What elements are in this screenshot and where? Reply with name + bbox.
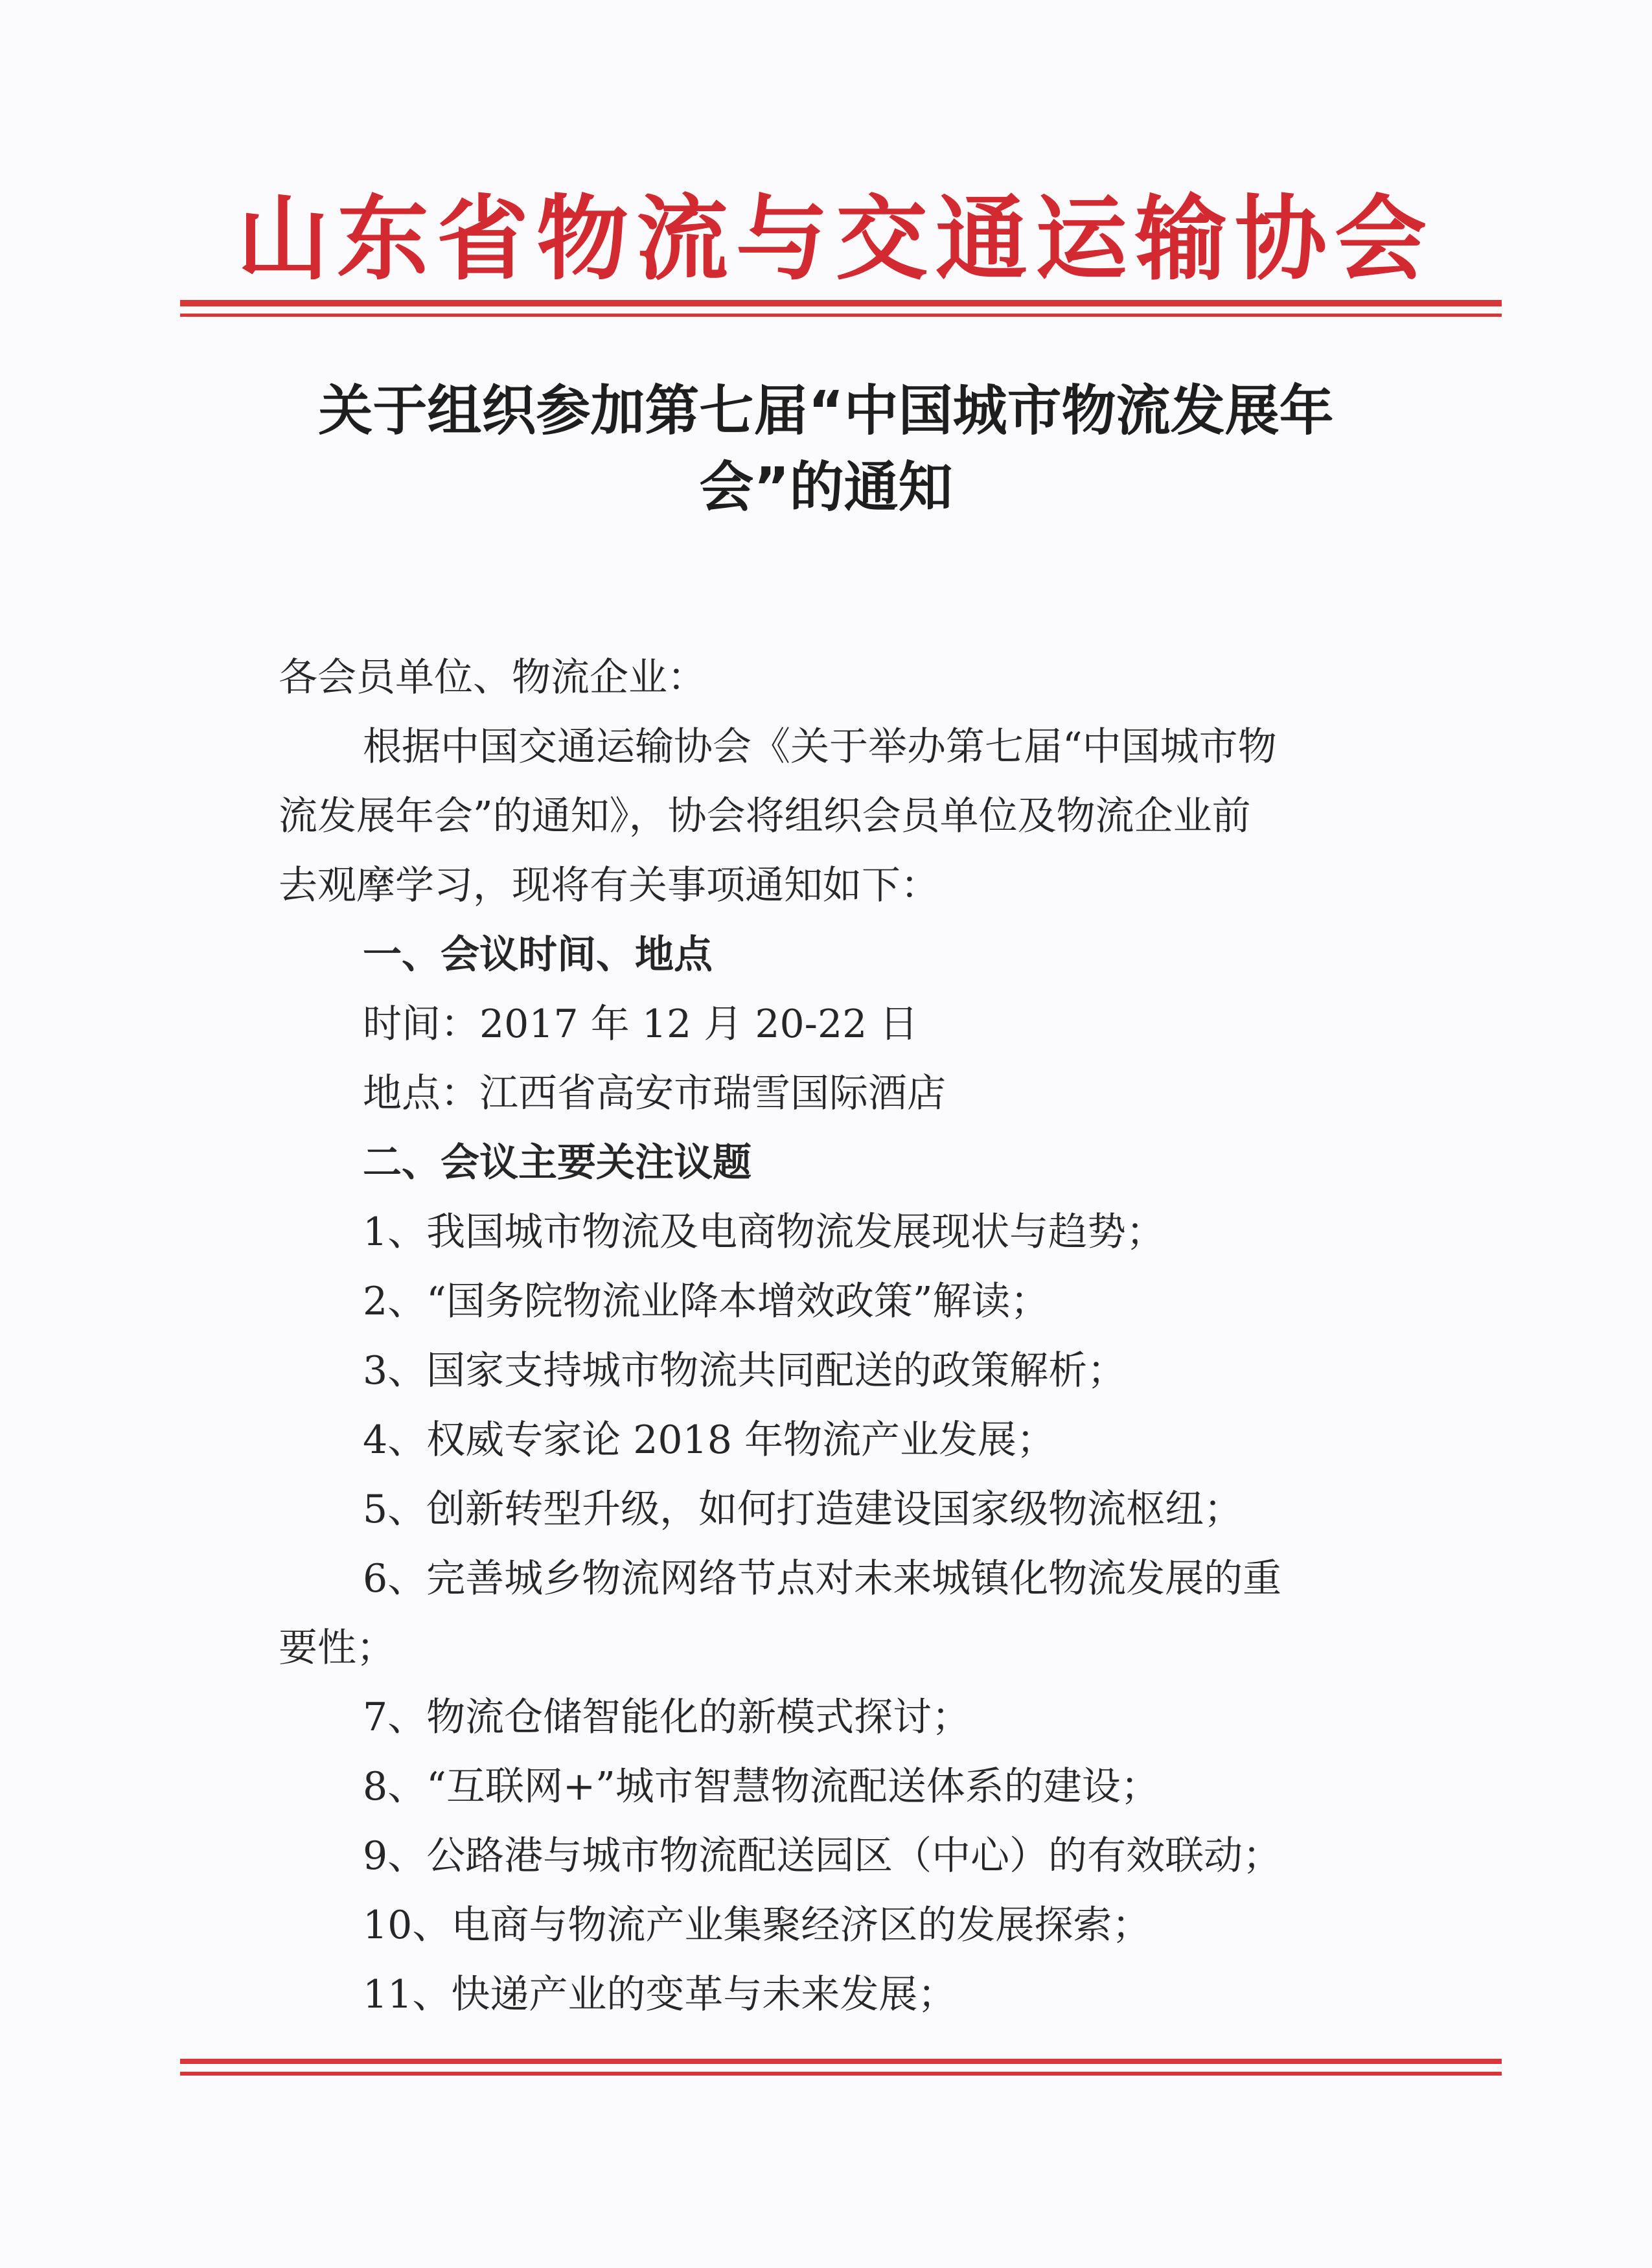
notice-title-line-1: 关于组织参加第七届“中国城市物流发展年 — [318, 379, 1334, 442]
salutation: 各会员单位、物流企业： — [279, 655, 706, 700]
intro-line-3: 去观摩学习，现将有关事项通知如下： — [279, 863, 939, 908]
footer-rule-thick — [180, 2059, 1502, 2064]
topic-item: 1、我国城市物流及电商物流发展现状与趋势； — [363, 1209, 1165, 1255]
organization-letterhead: 山东省物流与交通运输协会 — [237, 186, 1434, 293]
topic-item: 7、物流仓储智能化的新模式探讨； — [363, 1695, 971, 1740]
topic-item: 11、快递产业的变革与未来发展； — [363, 1972, 957, 2017]
notice-title-line-2: 会”的通知 — [699, 455, 953, 519]
topic-item: 8、“互联网+”城市智慧物流配送体系的建设； — [363, 1764, 1160, 1809]
section-2-heading: 二、会议主要关注议题 — [363, 1140, 751, 1186]
header-rule-thick — [180, 300, 1502, 306]
meeting-time: 时间：2017 年 12 月 20-22 日 — [363, 1002, 919, 1047]
topic-item: 3、国家支持城市物流共同配送的政策解析； — [363, 1348, 1127, 1393]
topic-item: 9、公路港与城市物流配送园区（中心）的有效联动； — [363, 1833, 1282, 1879]
footer-rule-thin — [180, 2072, 1502, 2076]
topic-item: 4、权威专家论 2018 年物流产业发展； — [363, 1417, 1056, 1463]
header-rule-thin — [180, 314, 1502, 317]
topic-item: 2、“国务院物流业降本增效政策”解读； — [363, 1279, 1050, 1324]
topic-item: 5、创新转型升级，如何打造建设国家级物流枢纽； — [363, 1487, 1243, 1532]
intro-line-1: 根据中国交通运输协会《关于举办第七届“中国城市物 — [363, 724, 1277, 770]
topic-item: 6、完善城乡物流网络节点对未来城镇化物流发展的重 — [363, 1556, 1282, 1601]
topic-item-continuation: 要性； — [279, 1625, 395, 1671]
topic-item: 10、电商与物流产业集聚经济区的发展探索； — [363, 1903, 1151, 1948]
notice-title — [194, 372, 1458, 525]
intro-line-2: 流发展年会”的通知》，协会将组织会员单位及物流企业前 — [279, 794, 1251, 839]
section-1-heading: 一、会议时间、地点 — [363, 932, 713, 978]
meeting-place: 地点：江西省高安市瑞雪国际酒店 — [363, 1071, 946, 1116]
